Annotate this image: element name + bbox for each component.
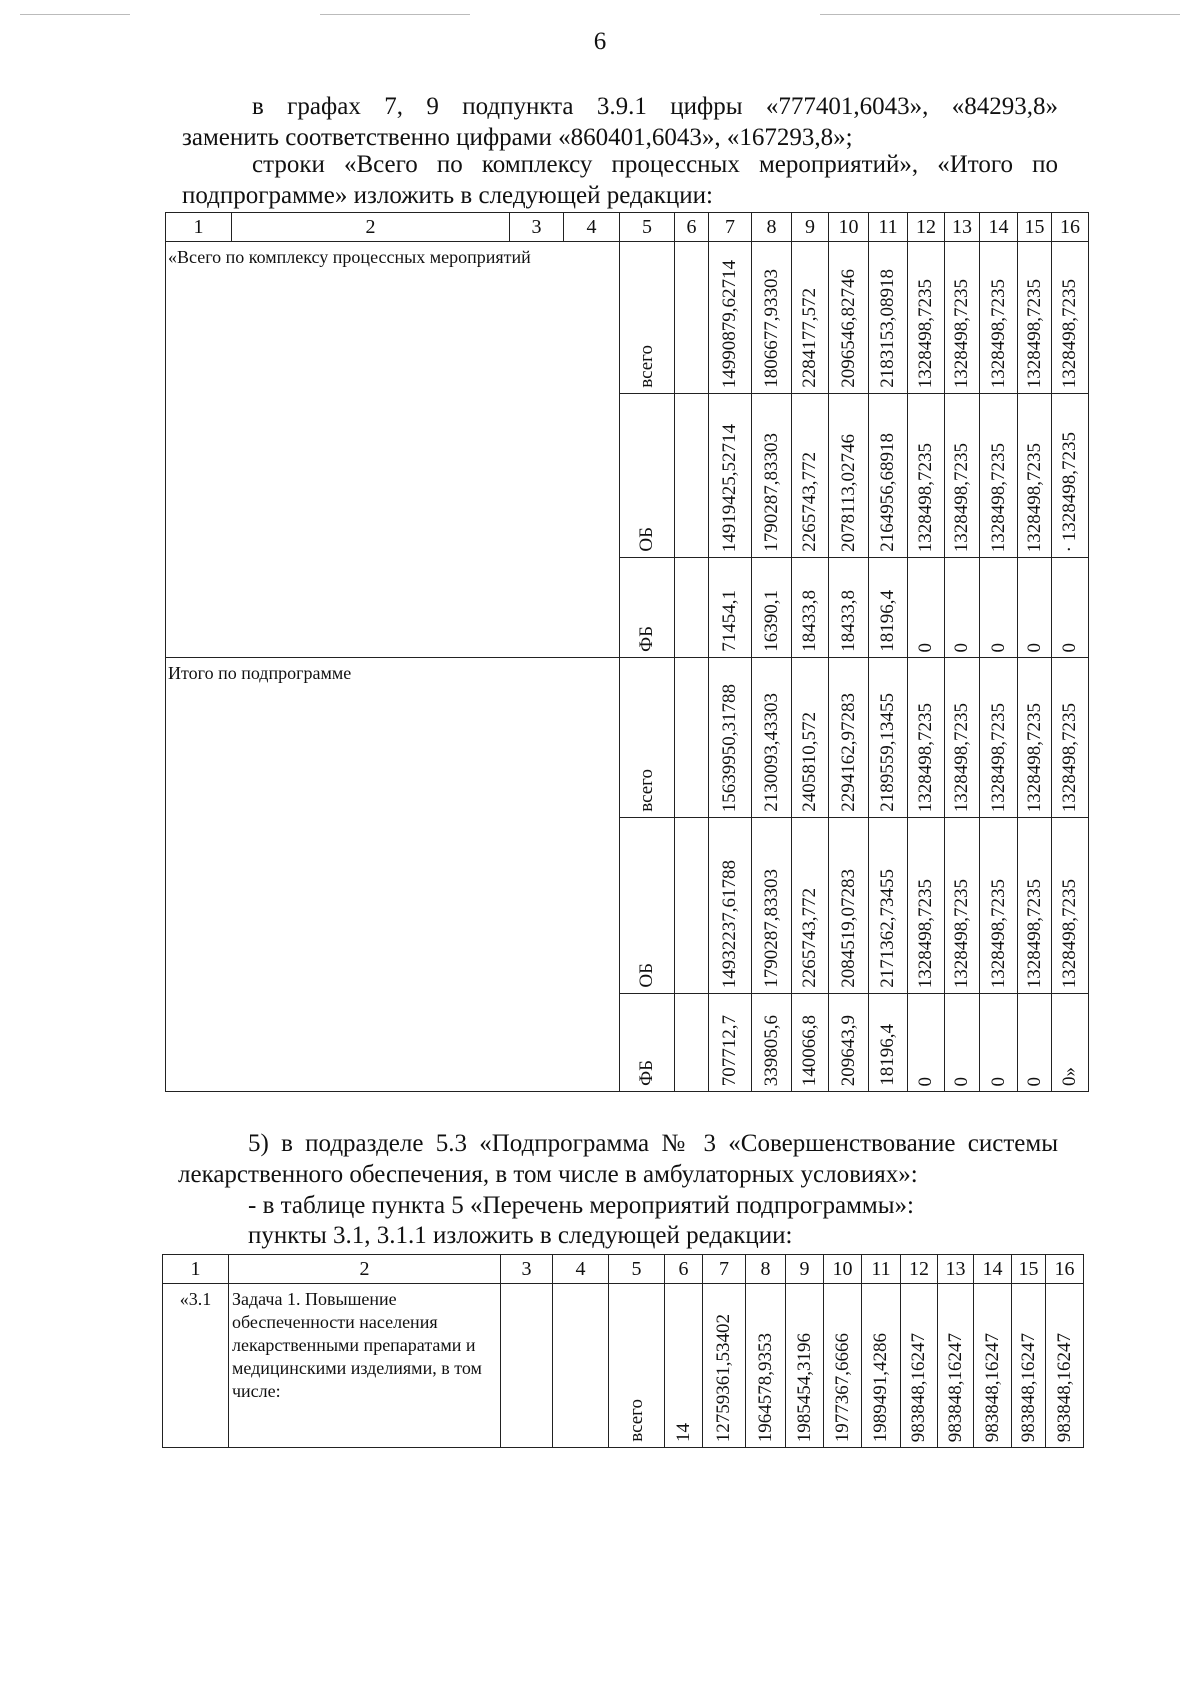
column-header: 3: [501, 1255, 553, 1284]
value-cell: [1018, 558, 1052, 658]
column-header: 10: [829, 213, 869, 242]
value-cell: [908, 658, 945, 818]
value-cell: [709, 394, 752, 558]
value-cell: [1052, 994, 1089, 1092]
paragraph-1-line-2: заменить соответственно цифрами «860401,6043», «167293,8»;: [182, 124, 853, 151]
paragraph-3-line-2: лекарственного обеспечения, в том числе в амбулаторных условиях»:: [178, 1161, 918, 1188]
value-cell: [869, 242, 908, 394]
column-header: 13: [945, 213, 980, 242]
value-cell: [829, 558, 869, 658]
paragraph-3-line-1: 5) в подразделе 5.3 «Подпрограмма № 3 «Совершенствование системы: [248, 1130, 1058, 1157]
funding-source-cell: [620, 994, 675, 1092]
column-header: 3: [510, 213, 564, 242]
value: 0: [915, 642, 936, 652]
group-label: «Всего по комплексу процессных мероприятий: [166, 242, 620, 658]
value: 18196,4: [877, 1024, 898, 1086]
funding-source-cell: [620, 558, 675, 658]
value-cell: [829, 658, 869, 818]
table-row: [166, 658, 1089, 818]
value-cell: [1052, 658, 1089, 818]
column-header: 14: [980, 213, 1018, 242]
value: 2265743,772: [799, 452, 820, 552]
value-cell: [980, 558, 1018, 658]
col6-cell: [665, 1284, 703, 1448]
value: 1985454,3196: [793, 1332, 815, 1442]
value: 15639950,31788: [719, 683, 740, 812]
value: 1328498,7235: [915, 442, 936, 552]
value: 12759361,53402: [713, 1313, 734, 1442]
scan-artifact: [20, 14, 130, 15]
value-cell: [709, 658, 752, 818]
column-header: 11: [862, 1255, 901, 1284]
column-header: 7: [709, 213, 752, 242]
paragraph-4-line-1: - в таблице пункта 5 «Перечень мероприятий подпрограммы»:: [248, 1192, 914, 1219]
value-cell: [980, 394, 1018, 558]
funding-source-cell: [620, 818, 675, 994]
value: 1328498,7235: [987, 702, 1009, 812]
value: 339805,6: [760, 1014, 782, 1086]
value-cell: [786, 1284, 824, 1448]
value-cell: [908, 818, 945, 994]
summary-table: [165, 212, 1089, 1092]
value-cell: [945, 818, 980, 994]
column-header: 8: [746, 1255, 786, 1284]
value: 1328498,7235: [987, 442, 1009, 552]
value-cell: [709, 558, 752, 658]
column-header: 6: [675, 213, 709, 242]
table-row: [166, 242, 1089, 394]
value-cell: [908, 558, 945, 658]
empty-cell: [675, 394, 709, 558]
value-cell: [945, 394, 980, 558]
value: 1328498,7235: [1059, 278, 1080, 388]
value: 14990879,62714: [719, 259, 740, 388]
column-header: 1: [166, 213, 232, 242]
funding-source: всего: [625, 1399, 647, 1442]
value-cell: [746, 1284, 786, 1448]
value: 1328498,7235: [1023, 878, 1045, 988]
column-header: 2: [229, 1255, 501, 1284]
value-cell: [869, 658, 908, 818]
value: · 1328498,7235: [1059, 431, 1080, 552]
value-cell: [1052, 242, 1089, 394]
value: 1328498,7235: [951, 878, 972, 988]
funding-source-cell: [620, 658, 675, 818]
empty-cell: [553, 1284, 609, 1448]
value-cell: [752, 242, 792, 394]
value: 1964578,9353: [754, 1332, 776, 1442]
value: 2130093,43303: [760, 693, 782, 812]
value: 2171362,73455: [877, 869, 898, 988]
value-cell: [709, 994, 752, 1092]
value: 1328498,7235: [1059, 702, 1080, 812]
funding-source: ОБ: [636, 963, 657, 988]
value: 1328498,7235: [1023, 278, 1045, 388]
value-cell: [792, 994, 829, 1092]
value: 2164956,68918: [877, 433, 898, 552]
value: 707712,7: [719, 1014, 740, 1086]
value-cell: [1012, 1284, 1046, 1448]
column-header: 11: [869, 213, 908, 242]
group-label: Итого по подпрограмме: [166, 658, 620, 1092]
value-cell: [792, 558, 829, 658]
value: 2096546,82746: [837, 269, 859, 388]
column-header: 8: [752, 213, 792, 242]
column-header: 6: [665, 1255, 703, 1284]
col6-value: 14: [672, 1423, 694, 1442]
value-cell: [709, 818, 752, 994]
value: 983848,16247: [944, 1332, 966, 1442]
column-header: 9: [786, 1255, 824, 1284]
value: 140066,8: [799, 1014, 820, 1086]
value-cell: [824, 1284, 862, 1448]
value: 1977367,6666: [831, 1332, 853, 1442]
value-cell: [1018, 818, 1052, 994]
funding-source-cell: [620, 242, 675, 394]
value: 1328498,7235: [987, 278, 1009, 388]
column-header: 9: [792, 213, 829, 242]
empty-cell: [675, 658, 709, 818]
column-header: 16: [1052, 213, 1089, 242]
value: 18196,4: [877, 590, 898, 652]
value-cell: [1018, 994, 1052, 1092]
paragraph-4-line-2: пункты 3.1, 3.1.1 изложить в следующей редакции:: [248, 1222, 793, 1249]
paragraph-1-line-1: в графах 7, 9 подпункта 3.9.1 цифры «777401,6043», «84293,8»: [252, 93, 1058, 120]
value: 2294162,97283: [837, 693, 859, 812]
funding-source: ФБ: [636, 626, 657, 652]
value-cell: [829, 818, 869, 994]
value-cell: [869, 994, 908, 1092]
value-cell: [908, 242, 945, 394]
empty-cell: [501, 1284, 553, 1448]
value-cell: [792, 242, 829, 394]
value-cell: [908, 394, 945, 558]
value-cell: [1052, 558, 1089, 658]
value-cell: [829, 394, 869, 558]
value-cell: [1052, 818, 1089, 994]
measures-table: [162, 1254, 1084, 1448]
table2-header-row: [163, 1255, 1084, 1284]
row-number: «3.1: [163, 1284, 229, 1448]
column-header: 1: [163, 1255, 229, 1284]
column-header: 13: [938, 1255, 974, 1284]
value-cell: [945, 994, 980, 1092]
value-cell: [752, 394, 792, 558]
value-cell: [980, 242, 1018, 394]
value: 0: [1059, 642, 1080, 652]
value-cell: [869, 558, 908, 658]
funding-source-cell: [620, 394, 675, 558]
task-description: Задача 1. Повышение обеспеченности населения лекарственными препаратами и медицинскими изделиями, в том числе:: [229, 1284, 501, 1448]
paragraph-2-line-1: строки «Всего по комплексу процессных мероприятий», «Итого по: [252, 151, 1058, 178]
value: 18433,8: [799, 590, 820, 652]
value-cell: [901, 1284, 938, 1448]
value-cell: [862, 1284, 901, 1448]
column-header: 10: [824, 1255, 862, 1284]
value-cell: [829, 242, 869, 394]
value: 1328498,7235: [1059, 878, 1080, 988]
value-cell: [980, 994, 1018, 1092]
column-header: 2: [232, 213, 510, 242]
value: 71454,1: [719, 590, 740, 652]
value: 983848,16247: [908, 1332, 929, 1442]
funding-source: ОБ: [636, 527, 657, 552]
value: 0: [951, 1076, 972, 1086]
column-header: 4: [564, 213, 620, 242]
value-cell: [792, 818, 829, 994]
value: 2078113,02746: [837, 433, 859, 552]
value: 1328498,7235: [915, 878, 936, 988]
empty-cell: [675, 558, 709, 658]
value-cell: [980, 818, 1018, 994]
value-cell: [752, 658, 792, 818]
column-header: 15: [1012, 1255, 1046, 1284]
value-cell: [829, 994, 869, 1092]
column-header: 4: [553, 1255, 609, 1284]
value-cell: [1018, 658, 1052, 818]
empty-cell: [675, 242, 709, 394]
value-cell: [1046, 1284, 1084, 1448]
value: 2189559,13455: [877, 693, 898, 812]
value-cell: [1018, 242, 1052, 394]
value: 1328498,7235: [951, 442, 972, 552]
value: 2284177,572: [799, 288, 820, 388]
table-row-3-1: [163, 1284, 1084, 1448]
value: 0: [987, 1076, 1009, 1086]
value: 2405810,572: [799, 712, 820, 812]
value-cell: [792, 394, 829, 558]
funding-source-cell: [609, 1284, 665, 1448]
funding-source: всего: [636, 769, 657, 812]
funding-source: ФБ: [636, 1060, 657, 1086]
value: 1989491,4286: [870, 1332, 891, 1442]
value: 1806677,93303: [760, 269, 782, 388]
value-cell: [1052, 394, 1089, 558]
value-cell: [974, 1284, 1012, 1448]
value: 2084519,07283: [837, 869, 859, 988]
column-header: 12: [908, 213, 945, 242]
value-cell: [869, 818, 908, 994]
value: 983848,16247: [1017, 1332, 1039, 1442]
column-header: 5: [609, 1255, 665, 1284]
funding-source: всего: [636, 345, 657, 388]
value: 0»: [1059, 1067, 1080, 1086]
value: 2183153,08918: [877, 269, 898, 388]
value: 1328498,7235: [915, 278, 936, 388]
value-cell: [869, 394, 908, 558]
column-header: 12: [901, 1255, 938, 1284]
value: 1328498,7235: [987, 878, 1009, 988]
value: 0: [987, 642, 1009, 652]
value: 18433,8: [837, 590, 859, 652]
value: 1328498,7235: [951, 702, 972, 812]
column-header: 15: [1018, 213, 1052, 242]
scan-artifact: [320, 14, 470, 15]
value-cell: [945, 558, 980, 658]
value-cell: [945, 658, 980, 818]
value-cell: [752, 558, 792, 658]
value: 16390,1: [760, 590, 782, 652]
table1-header-row: [166, 213, 1089, 242]
scan-artifact: [820, 14, 1180, 15]
value-cell: [709, 242, 752, 394]
value: 0: [1023, 642, 1045, 652]
value-cell: [752, 818, 792, 994]
page-number: 6: [593, 28, 607, 55]
value: 1328498,7235: [915, 702, 936, 812]
column-header: 7: [703, 1255, 746, 1284]
paragraph-2-line-2: подпрограмме» изложить в следующей редакции:: [182, 182, 714, 209]
value: 1328498,7235: [1023, 442, 1045, 552]
value: 2265743,772: [799, 888, 820, 988]
value-cell: [703, 1284, 746, 1448]
value-cell: [938, 1284, 974, 1448]
value: 209643,9: [837, 1014, 859, 1086]
value-cell: [792, 658, 829, 818]
value: 1328498,7235: [951, 278, 972, 388]
value-cell: [908, 994, 945, 1092]
column-header: 14: [974, 1255, 1012, 1284]
value: 983848,16247: [981, 1332, 1003, 1442]
value-cell: [1018, 394, 1052, 558]
value: 14932237,61788: [719, 859, 740, 988]
value-cell: [752, 994, 792, 1092]
value: 983848,16247: [1053, 1332, 1075, 1442]
empty-cell: [675, 994, 709, 1092]
column-header: 5: [620, 213, 675, 242]
value: 1328498,7235: [1023, 702, 1045, 812]
value: 1790287,83303: [760, 433, 782, 552]
value: 0: [951, 642, 972, 652]
value: 0: [915, 1076, 936, 1086]
value-cell: [980, 658, 1018, 818]
column-header: 16: [1046, 1255, 1084, 1284]
value-cell: [945, 242, 980, 394]
value: 0: [1023, 1076, 1045, 1086]
value: 1790287,83303: [760, 869, 782, 988]
empty-cell: [675, 818, 709, 994]
value: 14919425,52714: [719, 423, 740, 552]
